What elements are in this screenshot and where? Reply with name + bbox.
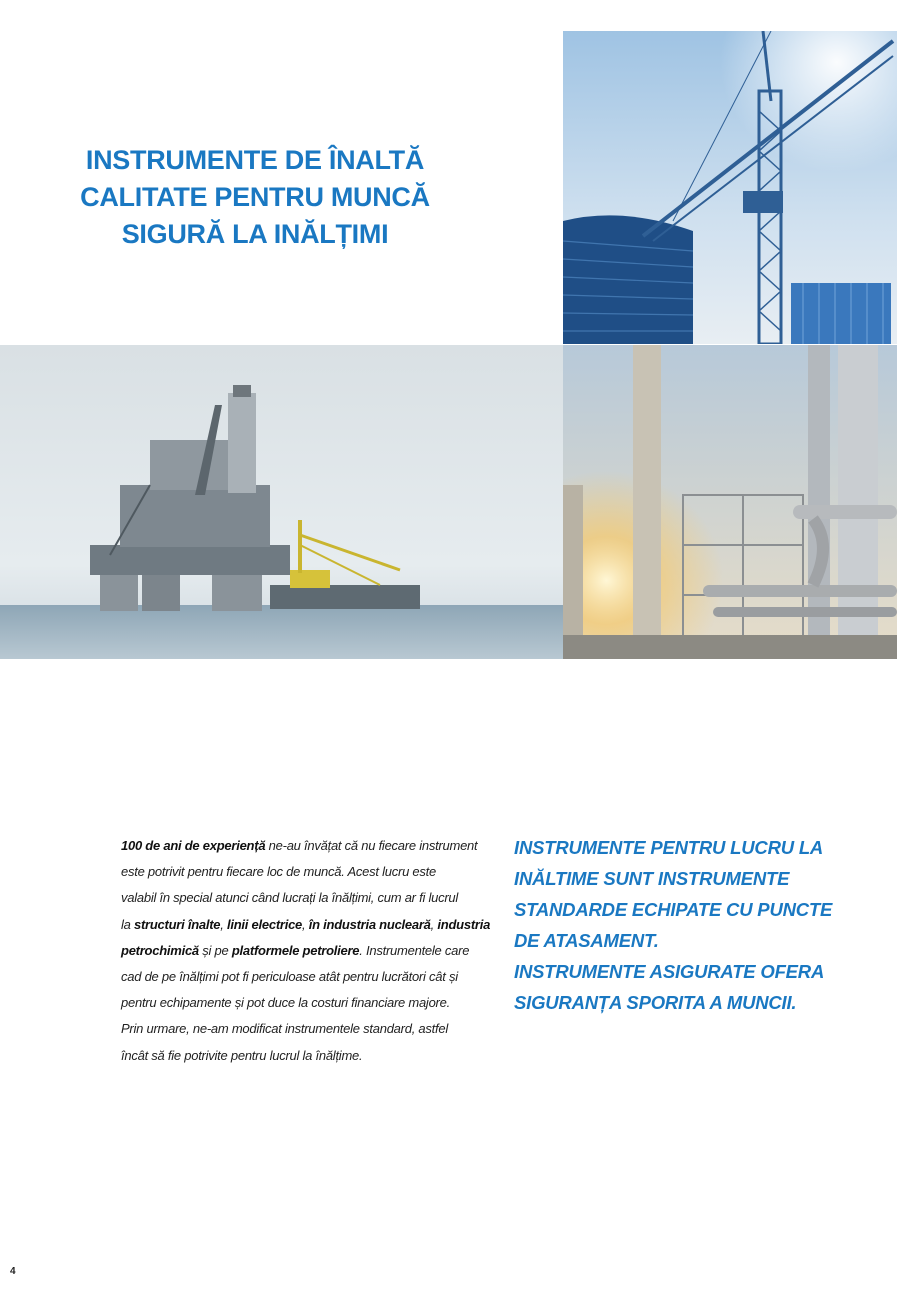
body-text-span: și pe [198, 942, 232, 958]
highlight-power-lines: linii electrice [227, 916, 303, 932]
petrochemical-plant-photo [563, 345, 897, 659]
highlight-oil-platforms: platformele petroliere [231, 942, 360, 958]
page-headline [40, 142, 470, 253]
construction-crane-photo [563, 31, 897, 344]
intro-paragraph [121, 833, 506, 1069]
body-line-3: valabil în special atunci când lucrați la înălțimi, cum ar fi lucrul [121, 890, 459, 906]
body-line-1 [121, 833, 506, 859]
body-text-span: ne-au învățat că nu fiecare instrument [265, 838, 478, 853]
headline-line-1: INSTRUMENTE DE ÎNALTĂ [85, 145, 425, 175]
headline-line-3: SIGURĂ LA INĂLȚIMI [121, 219, 389, 249]
body-line-4 [121, 912, 506, 938]
body-text-span: , [220, 916, 228, 932]
highlight-petrochemical: petrochimică [121, 942, 199, 958]
body-line-9: încât să fie potrivite pentru lucrul la înălțime. [121, 1047, 363, 1063]
highlight-industry: industria [437, 916, 491, 932]
body-line-2: este potrivit pentru fiecare loc de muncă. Acest lucru este [121, 864, 436, 880]
highlight-tall-structures: structuri înalte [133, 916, 221, 932]
headline-line-2: CALITATE PENTRU MUNCĂ [80, 182, 430, 212]
callout-line-5: INSTRUMENTE ASIGURATE OFERA [514, 961, 825, 982]
highlight-nuclear: în industria nucleară [308, 916, 431, 932]
page-number: 4 [10, 1266, 16, 1277]
callout-line-4: DE ATASAMENT. [514, 930, 659, 951]
body-text-span: , [430, 916, 438, 932]
callout-line-2: INĂLTIME SUNT INSTRUMENTE [514, 868, 790, 889]
experience-highlight: 100 de ani de experiență [121, 838, 266, 853]
callout-line-6: SIGURANȚA SPORITA A MUNCII. [514, 992, 797, 1013]
callout-line-1: INSTRUMENTE PENTRU LUCRU LA [514, 837, 824, 858]
body-line-6: cad de pe înălțimi pot fi periculoase atât pentru lucrători cât și [121, 969, 458, 985]
body-line-8: Prin urmare, ne-am modificat instrumentele standard, astfel [121, 1021, 449, 1037]
body-text-span: . Instrumentele care [359, 942, 470, 958]
body-line-7: pentru echipamente și pot duce la costuri financiare majore. [121, 995, 450, 1011]
body-text-span: la [121, 916, 134, 932]
offshore-oil-platform-photo [0, 345, 563, 659]
body-text-span: , [302, 916, 309, 932]
safety-callout [514, 832, 854, 1018]
body-line-5 [121, 938, 506, 964]
callout-line-3: STANDARDE ECHIPATE CU PUNCTE [514, 899, 833, 920]
